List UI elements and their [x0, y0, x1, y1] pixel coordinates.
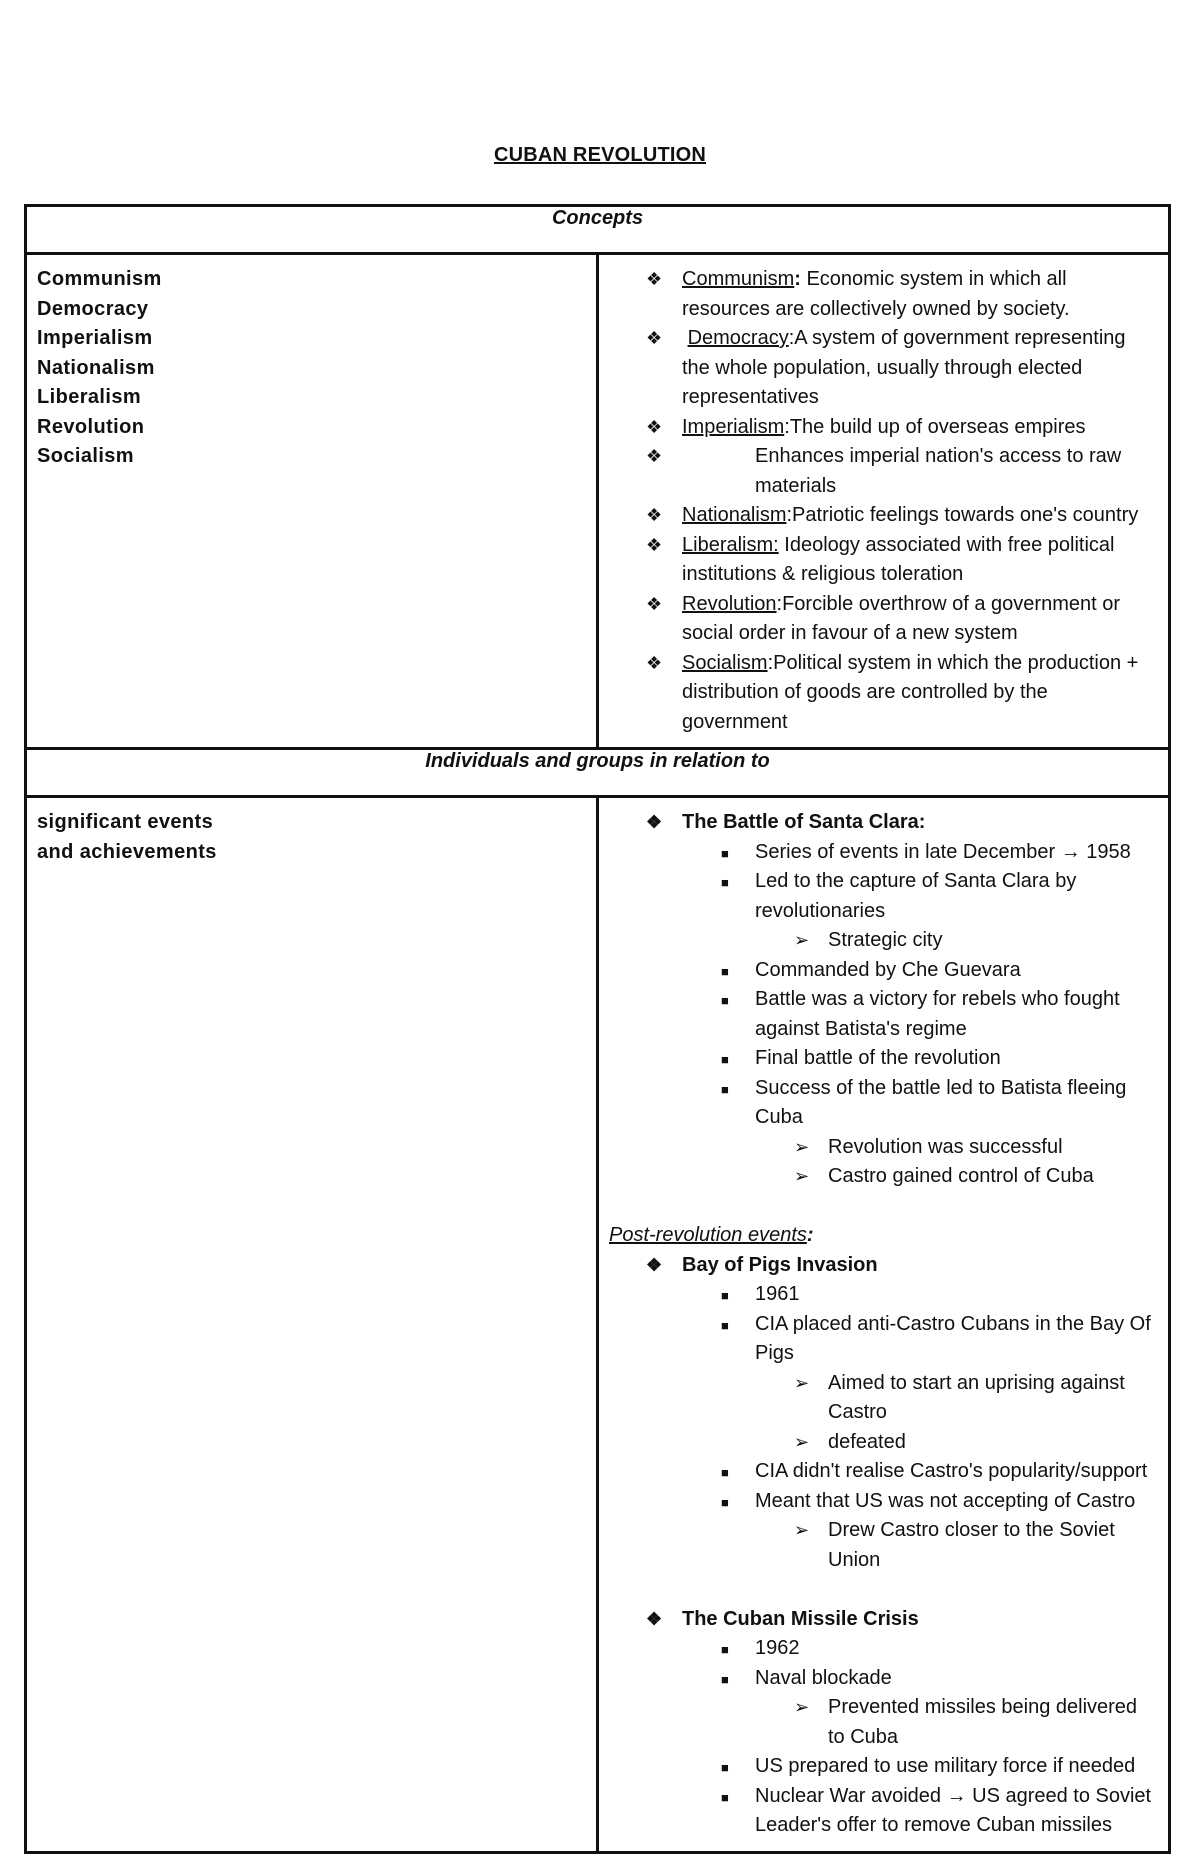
definition-text: The build up of overseas empires — [789, 415, 1086, 438]
definition-term: Nationalism — [682, 504, 787, 526]
definition-item — [599, 265, 1158, 324]
definition-text: A system of government representing the whole population, usually through elected representatives — [682, 327, 1126, 408]
list-item: ■ 1962 — [599, 1634, 1158, 1664]
concept-term: Socialism — [37, 445, 134, 467]
individuals-header: Individuals and groups in relation to — [26, 749, 1170, 797]
bay-of-pigs-list — [599, 1457, 1158, 1516]
missile-crisis-heading: ❖ The Cuban Missile Crisis — [599, 1605, 1158, 1635]
sub-list-item: ➢ Castro gained control of Cuba — [599, 1162, 1158, 1192]
concept-term: Democracy — [37, 297, 149, 320]
list-item: ■ 1961 — [599, 1280, 1158, 1310]
definition-item — [599, 501, 1158, 531]
definition-item — [599, 531, 1158, 590]
sub-list — [599, 1693, 1158, 1752]
definition-text: Forcible overthrow of a government or social order in favour of a new system — [682, 592, 1121, 644]
concept-terms-cell — [26, 254, 598, 749]
definition-separator: : — [776, 592, 783, 615]
post-revolution-label-text: Post-revolution events — [609, 1224, 807, 1246]
list-item: ■ CIA placed anti-Castro Cubans in the Bay Of Pigs — [599, 1310, 1158, 1369]
concept-term: Liberalism — [37, 386, 142, 408]
list-item: ■ Nuclear War avoided → US agreed to Soviet Leader's offer to remove Cuban missiles — [599, 1782, 1158, 1841]
sub-list-item: ➢ defeated — [599, 1428, 1158, 1458]
definition-separator: : — [784, 415, 790, 438]
spacer — [599, 1575, 1158, 1605]
definition-text: Enhances imperial nation's access to raw materials — [755, 445, 1122, 497]
missile-crisis-section — [599, 1605, 1158, 1635]
concept-term: Nationalism — [37, 356, 155, 379]
list-item: ■ Series of events in late December → 1958 — [599, 838, 1158, 868]
definition-separator: : — [767, 651, 774, 674]
concept-term: Communism — [37, 268, 162, 290]
definition-item — [599, 413, 1158, 443]
definition-text: Economic system in which all resources are collectively owned by society. — [682, 268, 1070, 320]
sub-list-item: ➢ Strategic city — [599, 926, 1158, 956]
sub-list — [599, 1516, 1158, 1575]
list-item: ■ Meant that US was not accepting of Castro — [599, 1487, 1158, 1517]
concept-term: Revolution — [37, 415, 145, 438]
events-label-line: and achievements — [37, 840, 217, 863]
list-item: ■ CIA didn't realise Castro's popularity/support — [599, 1457, 1158, 1487]
sub-list-item: ➢ Aimed to start an uprising against Castro — [599, 1369, 1158, 1428]
post-revolution-colon: : — [806, 1224, 814, 1246]
definition-text: Political system in which the production + distribution of goods are controlled by the government — [682, 651, 1139, 733]
events-content-cell — [598, 797, 1170, 1853]
definition-term: Socialism — [682, 651, 768, 674]
definition-term: Revolution — [682, 592, 777, 615]
definition-list — [599, 265, 1158, 737]
sub-list-item: ➢ Revolution was successful — [599, 1133, 1158, 1163]
definition-item — [599, 649, 1158, 738]
definition-item — [599, 590, 1158, 649]
list-item: ■ Success of the battle led to Batista fleeing Cuba — [599, 1074, 1158, 1133]
bay-of-pigs-section — [599, 1251, 1158, 1281]
events-label-cell — [26, 797, 598, 1853]
sub-list-item: ➢ Drew Castro closer to the Soviet Union — [599, 1516, 1158, 1575]
definition-term: Imperialism — [682, 415, 785, 438]
document-title: CUBAN REVOLUTION — [493, 144, 707, 166]
concepts-header-row — [26, 206, 1170, 254]
concept-term: Imperialism — [37, 327, 153, 349]
list-item: ■ Naval blockade — [599, 1664, 1158, 1694]
definition-separator: : — [788, 327, 795, 349]
definition-separator: : — [786, 504, 793, 526]
concepts-header: Concepts — [26, 206, 1170, 254]
concepts-row — [26, 254, 1170, 749]
list-item: ■ US prepared to use military force if needed — [599, 1752, 1158, 1782]
sub-list — [599, 1133, 1158, 1192]
list-item: ■ Led to the capture of Santa Clara by revolutionaries — [599, 867, 1158, 926]
sub-list-item: ➢ Prevented missiles being delivered to Cuba — [599, 1693, 1158, 1752]
santa-clara-list — [599, 838, 1158, 927]
definition-text: Ideology associated with free political institutions & religious toleration — [682, 533, 1115, 585]
events-row — [26, 797, 1170, 1853]
definition-term: Democracy — [687, 327, 789, 349]
definition-term: Liberalism: — [682, 533, 779, 556]
definition-item — [599, 442, 1158, 501]
post-revolution-label — [599, 1221, 1158, 1251]
bay-of-pigs-heading: ❖ Bay of Pigs Invasion — [599, 1251, 1158, 1281]
missile-crisis-list — [599, 1634, 1158, 1693]
notes-table — [24, 204, 1171, 1854]
definition-item — [599, 324, 1158, 413]
spacer — [599, 1192, 1158, 1222]
sub-list — [599, 926, 1158, 956]
santa-clara-list — [599, 956, 1158, 1133]
list-item: ■ Commanded by Che Guevara — [599, 956, 1158, 986]
list-item: ■ Battle was a victory for rebels who fought against Batista's regime — [599, 985, 1158, 1044]
santa-clara-section — [599, 808, 1158, 838]
santa-clara-heading: ❖ The Battle of Santa Clara: — [599, 808, 1158, 838]
definition-separator: : — [794, 268, 807, 290]
individuals-header-row — [26, 749, 1170, 797]
sub-list — [599, 1369, 1158, 1458]
list-item: ■ Final battle of the revolution — [599, 1044, 1158, 1074]
events-label-line: significant events — [37, 811, 214, 833]
bay-of-pigs-list — [599, 1280, 1158, 1369]
missile-crisis-list — [599, 1752, 1158, 1841]
definition-term: Communism — [682, 268, 795, 290]
definition-text: Patriotic feelings towards one's country — [792, 504, 1139, 526]
concept-definitions-cell — [598, 254, 1170, 749]
